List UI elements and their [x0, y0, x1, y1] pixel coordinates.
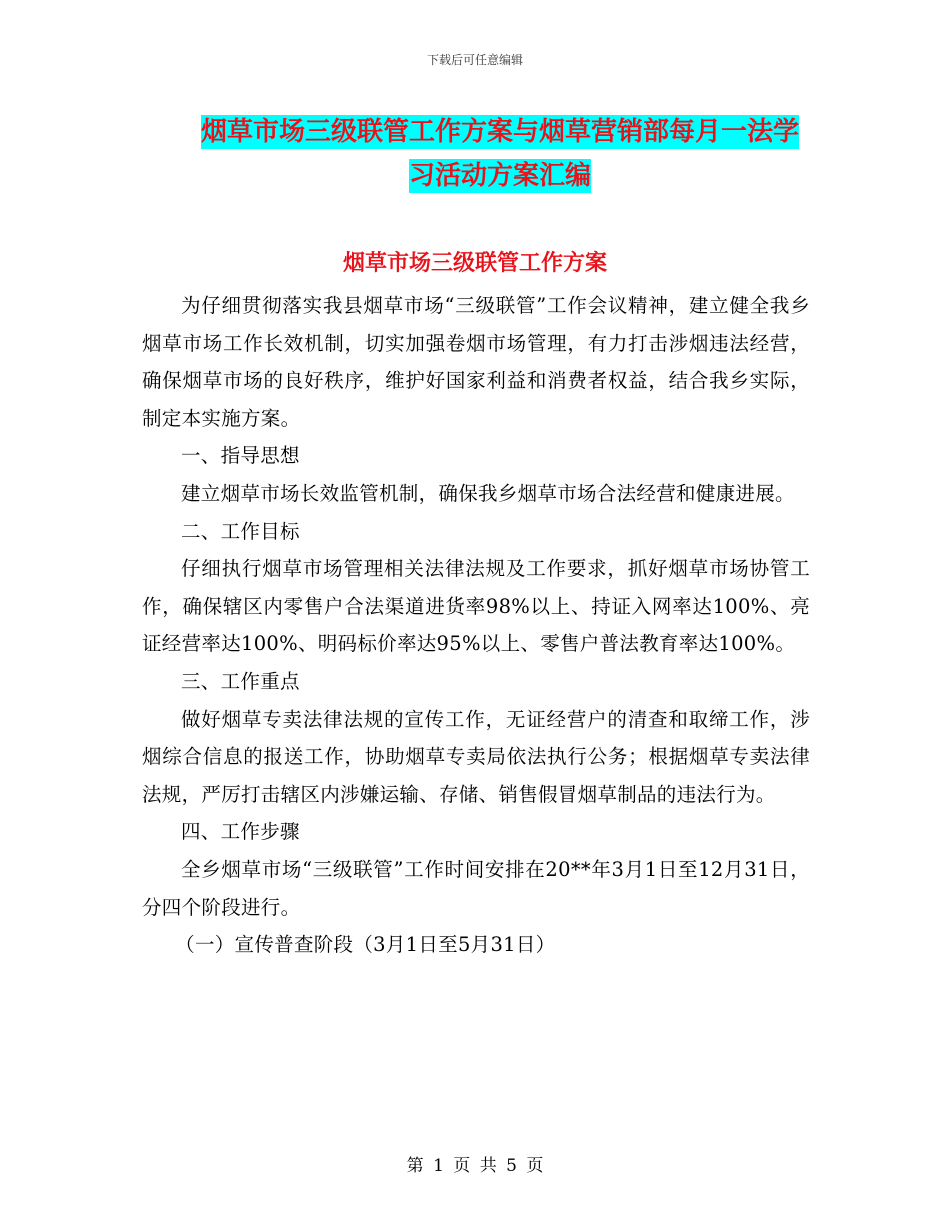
paragraph-work-steps: 全乡烟草市场“三级联管”工作时间安排在20**年3月1日至12月31日，分四个阶段进行。	[142, 857, 810, 919]
title-line-2: 习活动方案汇编	[408, 161, 591, 191]
title-line-1: 烟草市场三级联管工作方案与烟草营销部每月一法学	[200, 117, 799, 147]
paragraph-intro: 为仔细贯彻落实我县烟草市场“三级联管”工作会议精神，建立健全我乡烟草市场工作长效机制，切实加强卷烟市场管理，有力打击涉烟违法经营，确保烟草市场的良好秩序，维护好国家利益和消费者权益，结合我乡实际，制定本实施方案。	[142, 294, 810, 430]
paragraph-work-focus: 做好烟草专卖法律法规的宣传工作，无证经营户的清查和取缔工作，涉烟综合信息的报送工作，协助烟草专卖局依法执行公务；根据烟草专卖法律法规，严厉打击辖区内涉嫌运输、存储、销售假冒烟草制品的违法行为。	[142, 707, 810, 806]
heading-guiding-ideology: 一、指导思想	[181, 444, 300, 468]
section-title: 烟草市场三级联管工作方案	[342, 251, 607, 276]
heading-work-steps: 四、工作步骤	[181, 820, 300, 844]
document-title	[190, 110, 810, 198]
page-footer: 第 1 页 共 5 页	[406, 1156, 544, 1176]
heading-work-goals: 二、工作目标	[181, 519, 300, 543]
document-body	[142, 287, 810, 964]
paragraph-guiding-ideology: 建立烟草市场长效监管机制，确保我乡烟草市场合法经营和健康进展。	[181, 481, 795, 505]
header-note: 下载后可任意编辑	[426, 53, 523, 67]
paragraph-work-goals: 仔细执行烟草市场管理相关法律法规及工作要求，抓好烟草市场协管工作，确保辖区内零售户合法渠道进货率98%以上、持证入网率达100%、亮证经营率达100%、明码标价率达95%以上、零售户普法教育率达100%。	[142, 557, 810, 656]
subheading-phase-one: （一）宣传普查阶段（3月1日至5月31日）	[175, 933, 556, 957]
heading-work-focus: 三、工作重点	[181, 669, 300, 693]
